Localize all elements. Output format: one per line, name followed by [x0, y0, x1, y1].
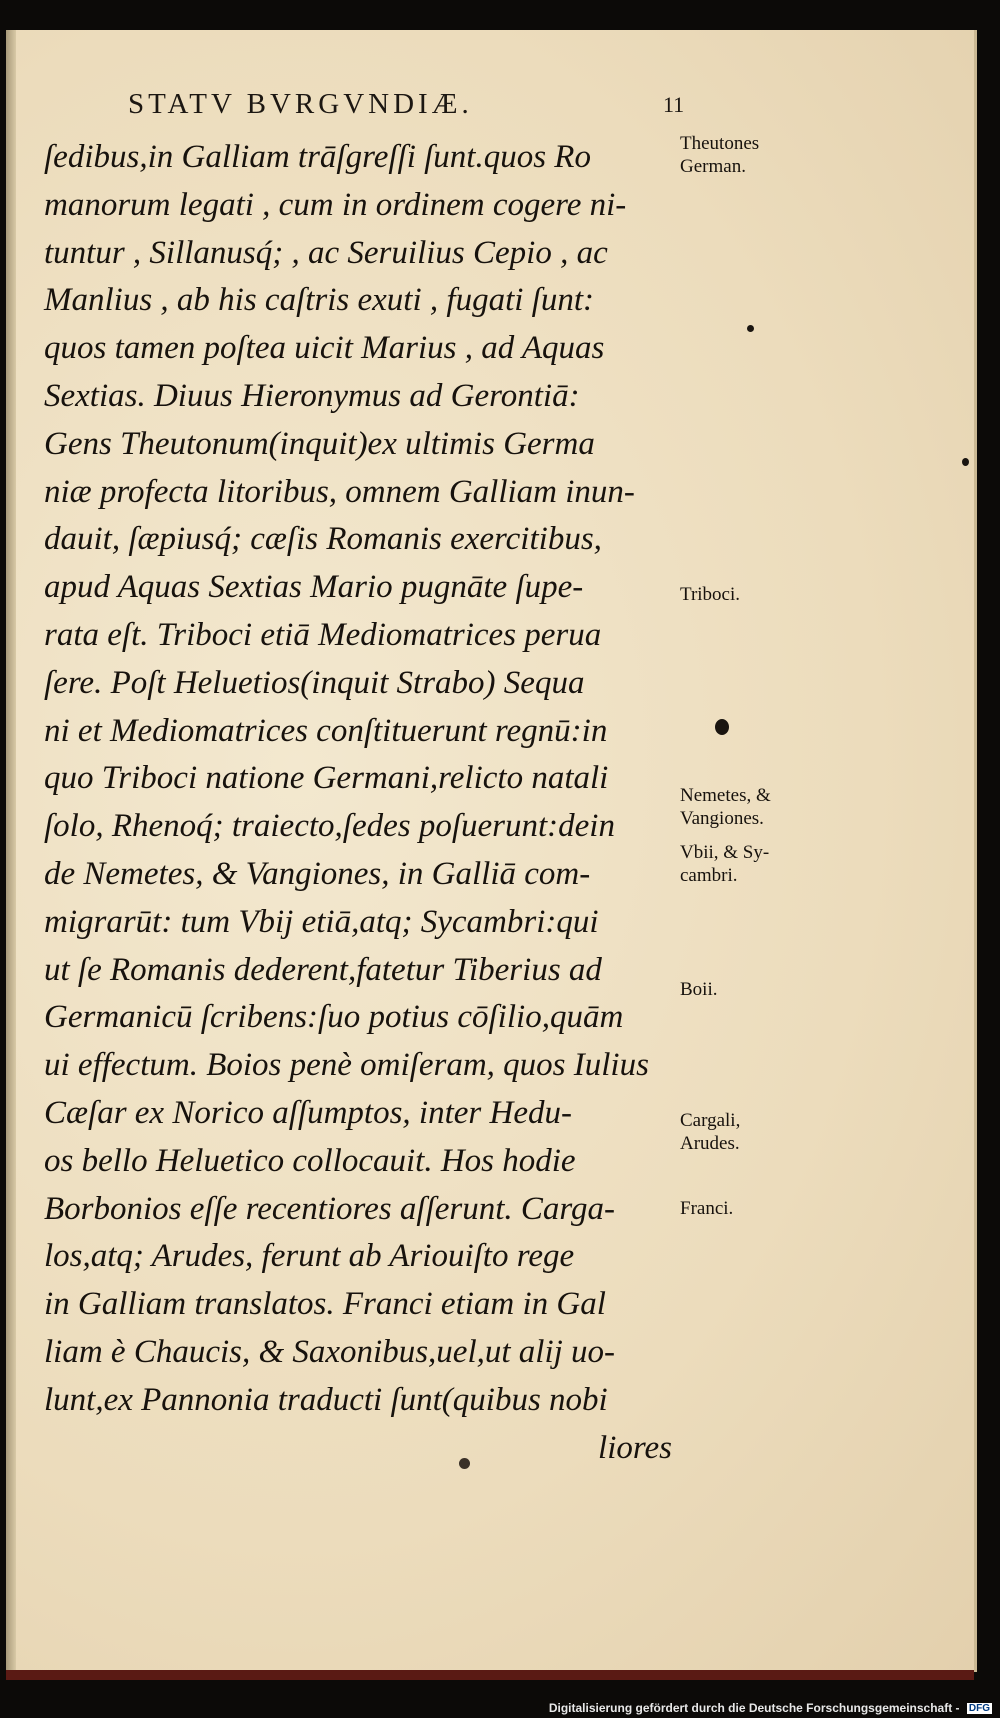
marginal-note: Theutones German. — [680, 133, 760, 177]
text-line: ui effectum. Boios penè omiſeram, quos Iulius — [44, 1047, 649, 1084]
text-line: manorum legati , cum in ordinem cogere ni- — [44, 186, 627, 223]
ink-spot — [747, 325, 754, 332]
text-line: ſere. Poſt Heluetios(inquit Strabo) Sequa — [44, 664, 585, 701]
text-line: liam è Chaucis, & Saxonibus,uel,ut alij uo- — [44, 1333, 616, 1370]
marginal-note: Vbii, & Sy- cambri. — [680, 842, 770, 886]
text-line: ſolo, Rhenoq́; traiecto,ſedes poſuerunt:dein — [44, 808, 615, 845]
marginal-note: Franci. — [680, 1198, 734, 1219]
text-line: ut ſe Romanis dederent,fatetur Tiberius ad — [44, 951, 602, 988]
text-line: rata eſt. Triboci etiā Mediomatrices perua — [44, 616, 602, 653]
text-line: quos tamen poſtea uicit Marius , ad Aquas — [44, 330, 605, 367]
page-number: 11 — [663, 92, 685, 117]
text-line: apud Aquas Sextias Mario pugnāte ſupe- — [44, 569, 584, 606]
marginal-note: Cargali, Arudes. — [680, 1110, 741, 1154]
text-line: ſedibus,in Galliam trāſgreſſi ſunt.quos Ro — [44, 139, 591, 175]
running-head: STATV BVRGVNDIÆ. — [128, 88, 473, 120]
digitization-credit — [549, 1701, 992, 1715]
page-spine-shadow — [6, 30, 16, 1672]
book-edge — [6, 1670, 974, 1680]
ink-spot — [715, 719, 729, 735]
text-line: dauit, ſæpiusq́; cæſis Romanis exercitibus, — [44, 521, 602, 558]
text-line: Gens Theutonum(inquit)ex ultimis Germa — [44, 425, 595, 462]
text-line: lunt,ex Pannonia traducti ſunt(quibus nobi — [44, 1381, 608, 1418]
text-line: ni et Mediomatrices conſtituerunt regnū:in — [44, 712, 608, 749]
text-line: niæ profecta litoribus, omnem Galliam inun- — [44, 473, 635, 510]
marginal-note: Triboci. — [680, 584, 741, 605]
text-line: liores — [598, 1429, 672, 1466]
text-line: in Galliam translatos. Franci etiam in Gal — [44, 1286, 606, 1323]
text-line: Borbonios eſſe recentiores aſſerunt. Carga- — [44, 1190, 616, 1227]
ink-spot — [459, 1458, 470, 1469]
text-line: Manlius , ab his caſtris exuti , fugati ſunt: — [44, 282, 594, 319]
marginal-note: Nemetes, & Vangiones. — [680, 785, 771, 829]
text-line: migrarūt: tum Vbij etiā,atq; Sycambri:qui — [44, 903, 599, 940]
text-line: Sextias. Diuus Hieronymus ad Gerontiā: — [44, 377, 580, 414]
text-line: Cæſar ex Norico aſſumptos, inter Hedu- — [44, 1094, 572, 1131]
dfg-logo: DFG — [968, 1703, 990, 1715]
body-text — [44, 134, 684, 1472]
text-line: Germanicū ſcribens:ſuo potius cōſilio,quām — [44, 999, 624, 1036]
text-line: los,atq; Arudes, ferunt ab Ariouiſto rege — [44, 1238, 575, 1275]
text-line: de Nemetes, & Vangiones, in Galliā com- — [44, 855, 591, 892]
ink-spot — [962, 458, 969, 466]
text-line: quo Triboci natione Germani,relicto natali — [44, 760, 609, 797]
text-line: tuntur , Sillanusq́; , ac Seruilius Cepio , ac — [44, 234, 608, 271]
text-line: os bello Heluetico collocauit. Hos hodie — [44, 1142, 576, 1179]
marginal-note: Boii. — [680, 979, 718, 1000]
credit-text: Digitalisierung gefördert durch die Deutsche Forschungsgemeinschaft - — [548, 1701, 960, 1715]
